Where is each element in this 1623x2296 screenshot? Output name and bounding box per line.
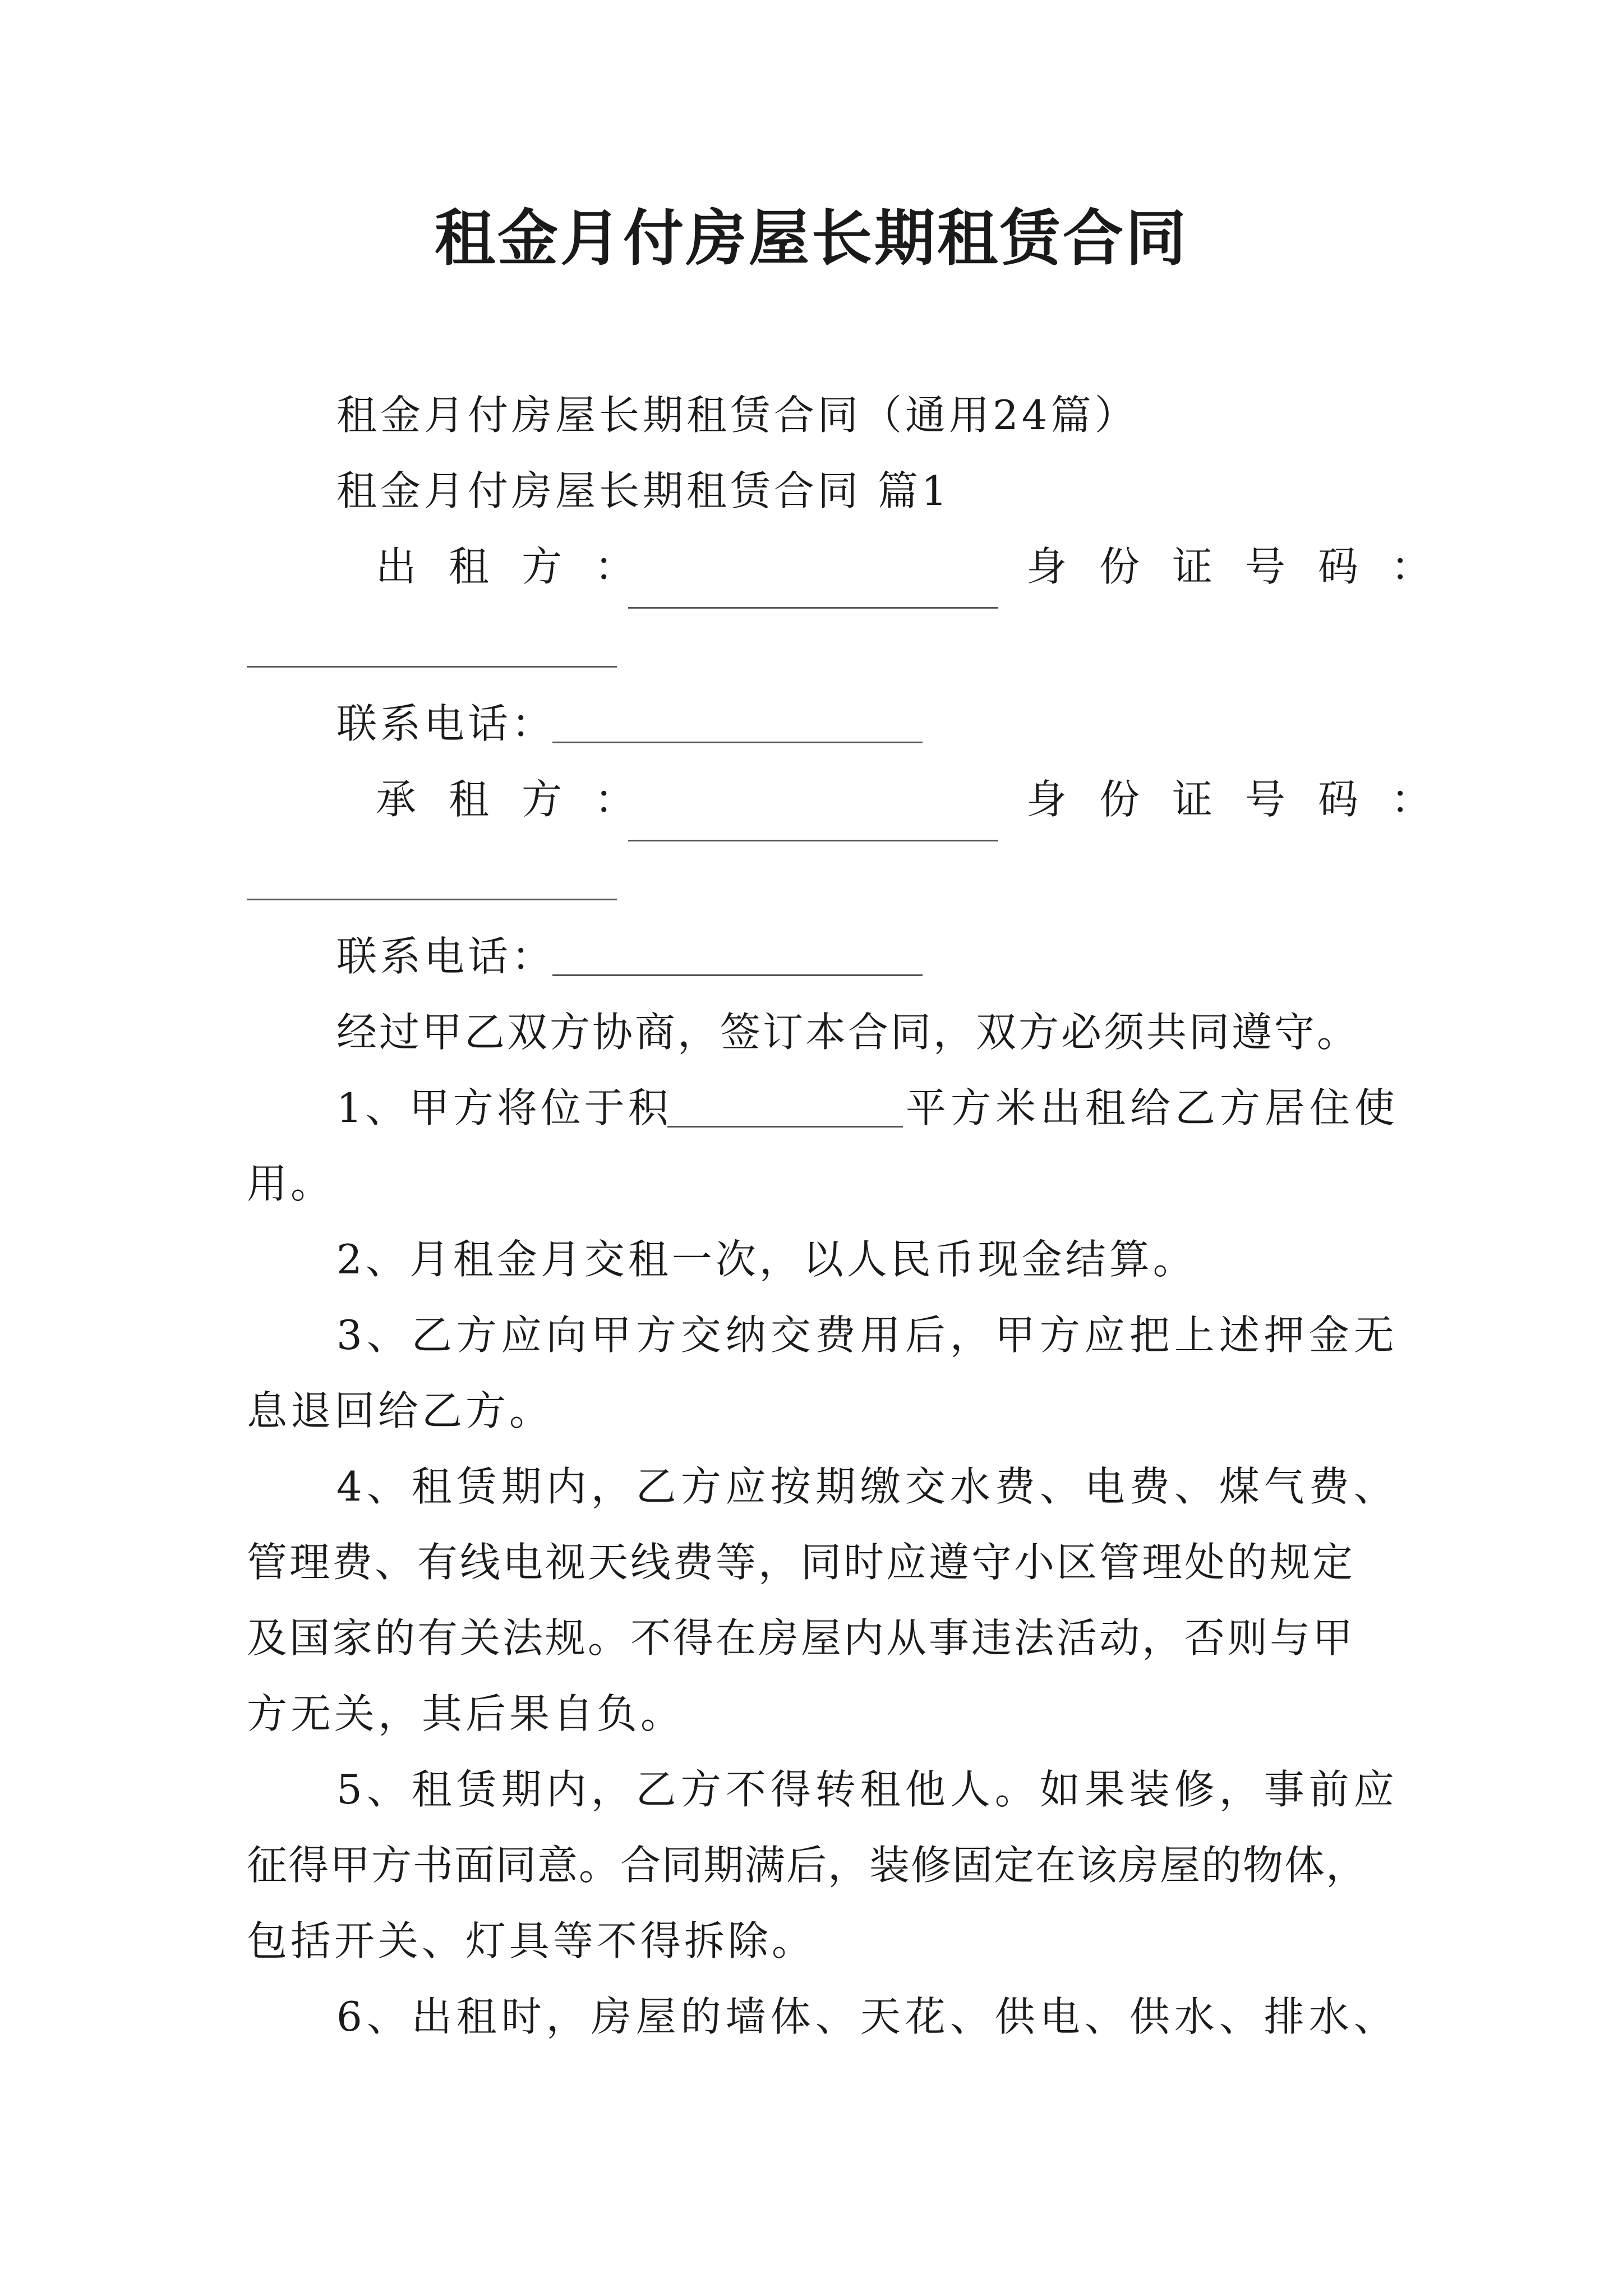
- chapter-heading: 租金月付房屋长期租赁合同 篇1: [336, 467, 951, 514]
- lessee-id-blank: [247, 858, 617, 900]
- clause-3-line2: 息退回给乙方。: [247, 1387, 554, 1434]
- lessor-phone-label: 联系电话：: [336, 700, 556, 747]
- lessor-label: 出租方：: [376, 543, 668, 590]
- clause-1-cont: 用。: [247, 1160, 335, 1207]
- lessee-label: 承租方：: [376, 776, 668, 823]
- lessor-id-label: 身份证号码：: [1026, 543, 1464, 590]
- clause-1-area-blank: [667, 1085, 903, 1128]
- clause-5-line3: 包括开关、灯具等不得拆除。: [247, 1917, 816, 1964]
- clause-2: 2、月租金月交租一次，以人民币现金结算。: [336, 1236, 1197, 1283]
- lessor-phone-blank: [552, 701, 923, 743]
- clause-4-line1: 4、租赁期内，乙方应按期缴交水费、电费、煤气费、: [336, 1463, 1399, 1510]
- lessee-phone-label: 联系电话：: [336, 933, 556, 980]
- clause-1-part2: 平方米出租给乙方居住使: [906, 1084, 1400, 1131]
- lessee-id-label: 身份证号码：: [1026, 776, 1464, 823]
- clause-6-line1: 6、出租时，房屋的墙体、天花、供电、供水、排水、: [336, 1993, 1399, 2040]
- lessee-phone-blank: [552, 934, 923, 976]
- clause-1-part1: 1、甲方将位于积: [336, 1084, 672, 1131]
- lessor-id-blank: [247, 625, 617, 668]
- clause-3-line1: 3、乙方应向甲方交纳交费用后，甲方应把上述押金无: [336, 1312, 1399, 1359]
- clause-4-line3: 及国家的有关法规。不得在房屋内从事违法活动，否则与甲: [247, 1614, 1355, 1662]
- subtitle: 租金月付房屋长期租赁合同（通用24篇）: [336, 392, 1138, 439]
- intro-paragraph: 经过甲乙双方协商，签订本合同，双方必须共同遵守。: [336, 1009, 1360, 1056]
- clause-4-line2: 管理费、有线电视天线费等，同时应遵守小区管理处的规定: [247, 1539, 1355, 1586]
- clause-5-line1: 5、租赁期内，乙方不得转租他人。如果装修，事前应: [336, 1766, 1399, 1813]
- document-title: 租金月付房屋长期租赁合同: [434, 203, 1188, 274]
- clause-4-line4: 方无关，其后果自负。: [247, 1690, 685, 1737]
- lessee-name-blank: [628, 799, 998, 841]
- clause-5-line2: 征得甲方书面同意。合同期满后，装修固定在该房屋的物体，: [247, 1842, 1368, 1889]
- lessor-name-blank: [628, 567, 998, 609]
